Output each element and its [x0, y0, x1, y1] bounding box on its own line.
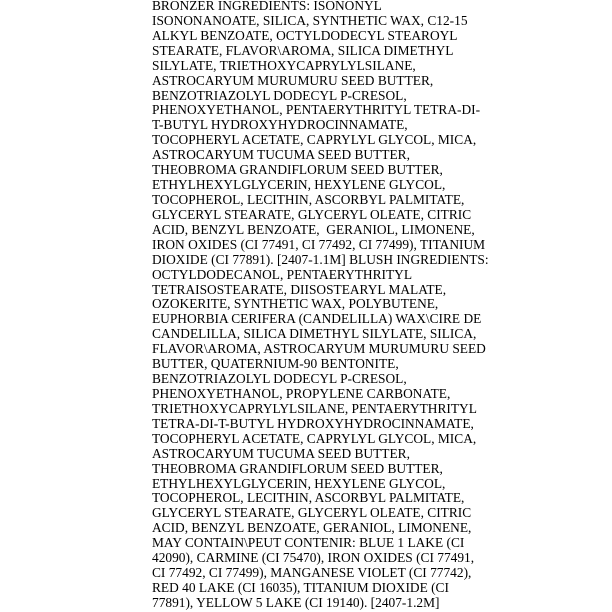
ingredients-text-block	[152, 0, 502, 611]
ingredients-text-line: ACID, BENZYL BENZOATE, GERANIOL, LIMONENE,	[152, 221, 475, 237]
ingredients-text-line: PHENOXYETHANOL, PROPYLENE CARBONATE,	[152, 385, 451, 401]
ingredients-text-line: THEOBROMA GRANDIFLORUM SEED BUTTER,	[152, 460, 443, 476]
ingredients-text-line: TETRAISOSTEARATE, DIISOSTEARYL MALATE,	[152, 281, 447, 297]
ingredients-text-line: CANDELILLA, SILICA DIMETHYL SILYLATE, SILICA,	[152, 326, 477, 342]
ingredients-text-line: 77891), YELLOW 5 LAKE (CI 19140). [2407-1.2M]	[152, 594, 440, 610]
ingredients-text-line: BUTTER, QUATERNIUM-90 BENTONITE,	[152, 356, 399, 372]
ingredients-text-line: ETHYLHEXYLGLYCERIN, HEXYLENE GLYCOL,	[152, 177, 446, 193]
ingredients-text-line: IRON OXIDES (CI 77491, CI 77492, CI 77499), TITANIUM	[152, 236, 486, 252]
ingredients-text-line: GLYCERYL STEARATE, GLYCERYL OLEATE, CITRIC	[152, 505, 472, 521]
ingredients-text-line: 42090), CARMINE (CI 75470), IRON OXIDES (CI 77491,	[152, 550, 475, 566]
ingredients-text-line: EUPHORBIA CERIFERA (CANDELILLA) WAX\CIRE DE	[152, 311, 482, 327]
ingredients-text-line: OCTYLDODECANOL, PENTAERYTHRITYL	[152, 266, 413, 282]
ingredients-text-line: SILYLATE, TRIETHOXYCAPRYLYLSILANE,	[152, 57, 416, 73]
ingredients-text-line: MAY CONTAIN\PEUT CONTENIR: BLUE 1 LAKE (CI	[152, 535, 465, 551]
ingredients-text-line: OZOKERITE, SYNTHETIC WAX, POLYBUTENE,	[152, 296, 439, 312]
ingredients-text-line: GLYCERYL STEARATE, GLYCERYL OLEATE, CITRIC	[152, 206, 472, 222]
ingredients-text-line: CI 77492, CI 77499), MANGANESE VIOLET (CI 77742),	[152, 565, 472, 581]
ingredients-text-line: TOCOPHEROL, LECITHIN, ASCORBYL PALMITATE,	[152, 490, 465, 506]
ingredients-text-line: TRIETHOXYCAPRYLYLSILANE, PENTAERYTHRITYL	[152, 400, 477, 416]
ingredients-text-line: TETRA-DI-T-BUTYL HYDROXYHYDROCINNAMATE,	[152, 415, 474, 431]
ingredients-text-line: STEARATE, FLAVOR\AROMA, SILICA DIMETHYL	[152, 42, 454, 58]
ingredients-text-line: DIOXIDE (CI 77891). [2407-1.1M] BLUSH INGREDIENTS:	[152, 251, 489, 267]
ingredients-text-line: TOCOPHERYL ACETATE, CAPRYLYL GLYCOL, MICA,	[152, 132, 477, 148]
ingredients-text-line: ASTROCARYUM TUCUMA SEED BUTTER,	[152, 445, 410, 461]
ingredients-text-line: ASTROCARYUM MURUMURU SEED BUTTER,	[152, 72, 434, 88]
ingredients-text-line: ISONONANOATE, SILICA, SYNTHETIC WAX, C12-15	[152, 12, 468, 28]
ingredients-text-line: T-BUTYL HYDROXYHYDROCINNAMATE,	[152, 117, 408, 133]
ingredients-text-line: BRONZER INGREDIENTS: ISONONYL	[152, 0, 382, 13]
ingredients-text-line: ETHYLHEXYLGLYCERIN, HEXYLENE GLYCOL,	[152, 475, 446, 491]
ingredients-text-line: TOCOPHERYL ACETATE, CAPRYLYL GLYCOL, MICA,	[152, 430, 477, 446]
ingredients-text-line: ACID, BENZYL BENZOATE, GERANIOL, LIMONENE,	[152, 520, 472, 536]
ingredients-text-line: BENZOTRIAZOLYL DODECYL P-CRESOL,	[152, 371, 407, 387]
ingredients-text-line: RED 40 LAKE (CI 16035), TITANIUM DIOXIDE (CI	[152, 579, 449, 595]
ingredients-text-line: FLAVOR\AROMA, ASTROCARYUM MURUMURU SEED	[152, 341, 486, 357]
ingredients-text-line: ALKYL BENZOATE, OCTYLDODECYL STEAROYL	[152, 27, 458, 43]
ingredients-text-line: TOCOPHEROL, LECITHIN, ASCORBYL PALMITATE,	[152, 191, 465, 207]
ingredients-text-line: THEOBROMA GRANDIFLORUM SEED BUTTER,	[152, 162, 443, 178]
ingredients-text-line: ASTROCARYUM TUCUMA SEED BUTTER,	[152, 147, 410, 163]
ingredients-text-line: PHENOXYETHANOL, PENTAERYTHRITYL TETRA-DI-	[152, 102, 481, 118]
ingredients-text-line: BENZOTRIAZOLYL DODECYL P-CRESOL,	[152, 87, 407, 103]
